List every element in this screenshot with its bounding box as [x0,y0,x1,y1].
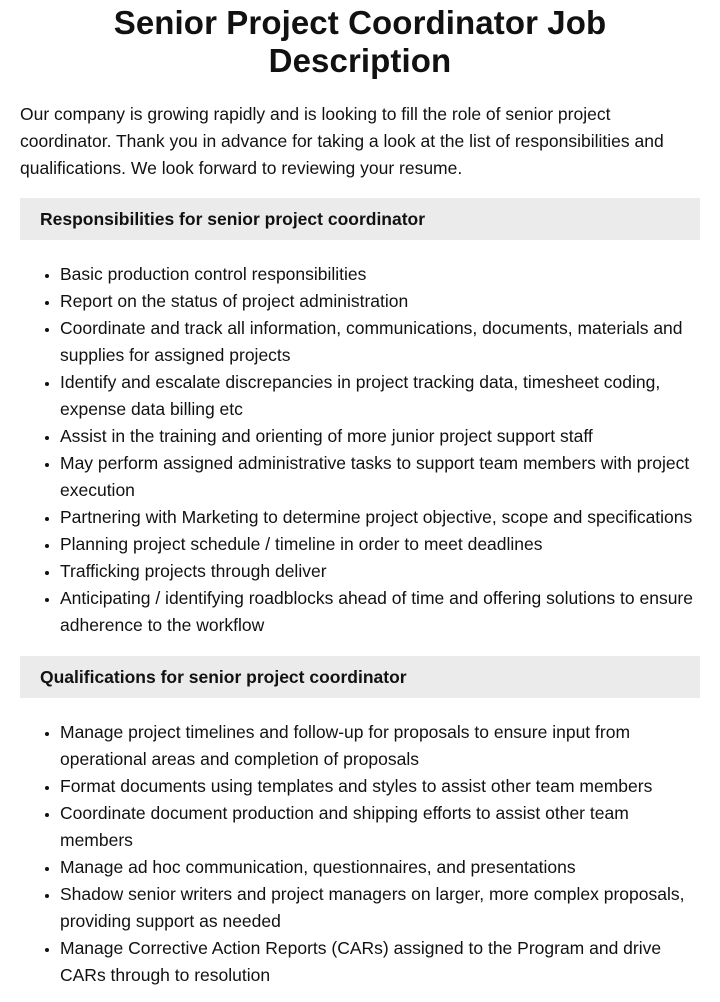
page-title: Senior Project Coordinator Job Description [113,4,607,79]
list-item: • Assist in the training and orienting of more junior project support staff [60,423,700,450]
list-item: • May perform assigned administrative tasks to support team members with project execution [60,450,700,504]
responsibilities-list [20,261,700,639]
list-item: • Coordinate document production and shipping efforts to assist other team members [60,800,700,854]
list-item: • Trafficking projects through deliver [60,558,700,585]
list-item: • Partnering with Marketing to determine project objective, scope and specifications [60,504,700,531]
list-item: • Manage project timelines and follow-up for proposals to ensure input from operational areas and completion of proposals [60,719,700,773]
list-item: • Format documents using templates and styles to assist other team members [60,773,700,800]
qualifications-list [20,719,700,989]
list-item: • Report on the status of project administration [60,288,700,315]
list-item: • Anticipating / identifying roadblocks ahead of time and offering solutions to ensure adherence to the workflow [60,585,700,639]
list-item: • Shadow senior writers and project managers on larger, more complex proposals, providing support as needed [60,881,700,935]
list-item: • Basic production control responsibilities [60,261,700,288]
list-item: • Planning project schedule / timeline in order to meet deadlines [60,531,700,558]
list-item: • Manage Corrective Action Reports (CARs) assigned to the Program and drive CARs through to resolution [60,935,700,989]
intro-paragraph: Our company is growing rapidly and is looking to fill the role of senior project coordinator. Thank you in advance for taking a look at the list of responsibilities and qualifications. We look forward to reviewing your resume. [20,104,664,178]
list-item: • Coordinate and track all information, communications, documents, materials and supplies for assigned projects [60,315,700,369]
list-item: • Manage ad hoc communication, questionnaires, and presentations [60,854,700,881]
list-item: • Identify and escalate discrepancies in project tracking data, timesheet coding, expense data billing etc [60,369,700,423]
responsibilities-heading: Responsibilities for senior project coordinator [20,198,700,240]
qualifications-heading: Qualifications for senior project coordinator [20,656,700,698]
